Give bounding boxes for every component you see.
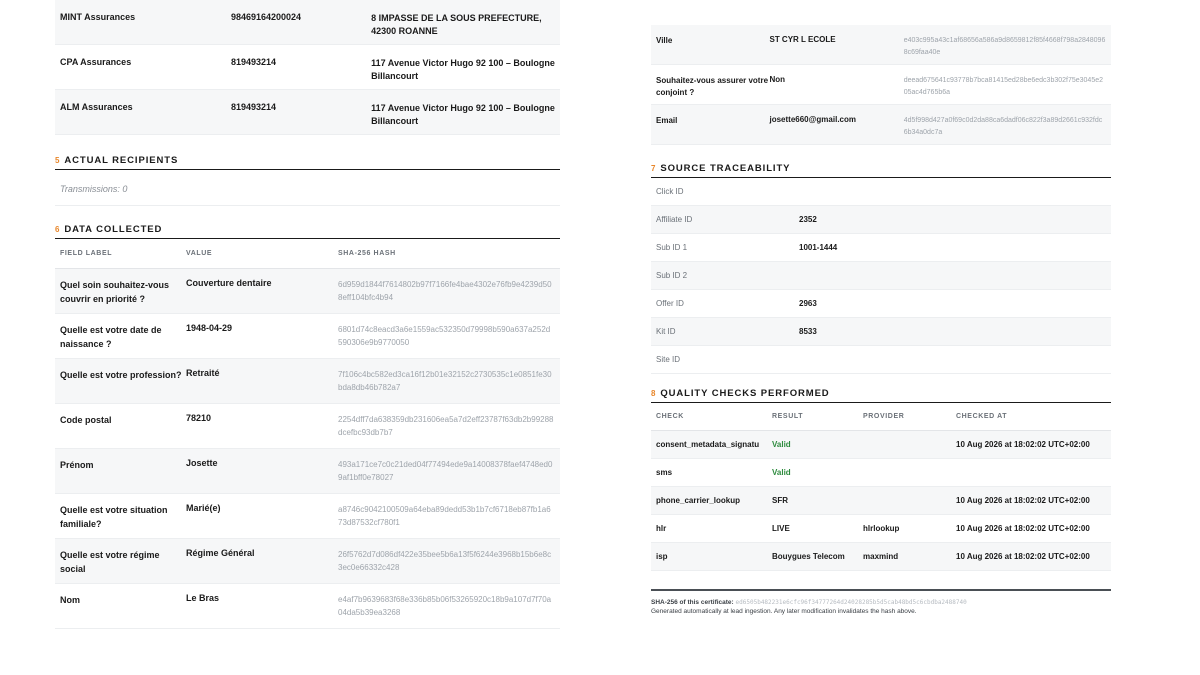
check-result: SFR [772, 496, 788, 505]
section-number: 6 [55, 225, 61, 234]
column-header-provider: PROVIDER [863, 413, 905, 420]
table-row [651, 290, 1111, 318]
field-hash: 7f106c4bc582ed3ca16f12b01e32152c2730535c1e0851fe30bda8db46b782a7 [338, 370, 552, 392]
column-header-hash: SHA-256 HASH [338, 250, 396, 257]
insurer-address: 8 IMPASSE DE LA SOUS PREFECTURE, 42300 ROANNE [371, 13, 542, 36]
trace-label: Kit ID [656, 327, 676, 336]
field-value: Retraité [186, 368, 220, 378]
field-value: Josette [186, 458, 218, 468]
check-result: Valid [772, 468, 791, 477]
trace-label: Sub ID 1 [656, 243, 688, 252]
certificate-label: SHA-256 of this certificate: [651, 599, 734, 606]
field-hash: 6d959d1844f7614802b97f7166fe4bae4302e76fb9e4239d508eff104bfc4b94 [338, 280, 552, 302]
check-provider: hlrlookup [863, 524, 900, 533]
certificate-hash: ed6505b482231e6cfc96f34777264d24028285b5d5cab48bd5c6cbdba2488740 [735, 599, 967, 606]
field-hash: 26f5762d7d086df422e35bee5b6a13f5f6244e3968b15b6e8c3ec0e66332c428 [338, 550, 552, 572]
field-value: Couverture dentaire [186, 278, 272, 288]
trace-label: Affiliate ID [656, 215, 693, 224]
table-row [651, 25, 1111, 65]
section-number: 5 [55, 156, 61, 165]
field-hash: e4af7b9639683f68e336b85b06f53265920c18b9a107d7f70a04da5b39ea3268 [338, 595, 552, 617]
section-number: 8 [651, 389, 657, 398]
field-label: Quelle est votre situation familiale? [60, 505, 168, 529]
quality-checks-heading [651, 388, 1111, 403]
table-row [55, 584, 560, 629]
field-label: Quel soin souhaitez-vous couvrir en priorité ? [60, 280, 170, 304]
insurer-address: 117 Avenue Victor Hugo 92 100 – Boulogne Billancourt [371, 58, 555, 81]
field-label: Quelle est votre régime social [60, 550, 160, 574]
check-name: phone_carrier_lookup [656, 496, 741, 505]
field-value: Marié(e) [186, 503, 221, 513]
field-hash: 4d5f998d427a0f69c0d2da88ca6dadf06c822f3a89d2661c932fdc6b34a0dc7a [903, 117, 1103, 136]
trace-value: 2963 [799, 299, 817, 308]
trace-value: 8533 [799, 327, 817, 336]
trace-label: Site ID [656, 355, 681, 364]
data-collected-header [55, 239, 560, 269]
table-row [55, 449, 560, 494]
section-title: DATA COLLECTED [64, 224, 163, 235]
field-value: 78210 [186, 413, 212, 423]
table-row [55, 269, 560, 314]
check-time: 10 Aug 2026 at 18:02:02 UTC+02:00 [956, 496, 1090, 505]
table-row [651, 515, 1111, 543]
insurer-address: 117 Avenue Victor Hugo 92 100 – Boulogne Billancourt [371, 103, 555, 126]
insurer-row [55, 0, 560, 45]
table-row [55, 539, 560, 584]
table-row [651, 206, 1111, 234]
column-header-field-label: FIELD LABEL [60, 250, 113, 257]
field-hash: e403c995a43c1af68656a586a9d8659812f85f4668f798a28480968c69faa40e [903, 37, 1106, 56]
field-label: Nom [60, 595, 80, 605]
column-header-result: RESULT [772, 413, 804, 420]
trace-label: Sub ID 2 [656, 271, 688, 280]
data-collected-heading [55, 224, 560, 239]
actual-recipients-heading [55, 155, 560, 170]
field-label: Quelle est votre profession? [60, 370, 182, 380]
table-row [651, 178, 1111, 206]
insurer-name: CPA Assurances [60, 57, 132, 67]
trace-value: 2352 [799, 215, 817, 224]
field-value: Le Bras [186, 593, 220, 603]
table-row [651, 459, 1111, 487]
table-row [55, 314, 560, 359]
check-time: 10 Aug 2026 at 18:02:02 UTC+02:00 [956, 440, 1090, 449]
left-column [55, 0, 560, 629]
certificate-footer [651, 589, 1111, 616]
field-label: Quelle est votre date de naissance ? [60, 325, 162, 349]
transmissions-count: Transmissions: 0 [55, 170, 560, 206]
field-label: Souhaitez-vous assurer votre conjoint ? [656, 76, 769, 97]
field-hash: 6801d74c8eacd3a6e1559ac532350d79998b590a637a252d590306e9b9770050 [338, 325, 551, 347]
field-hash: a8746c9042100509a64eba89dedd53b1b7cf6718eb87fb1a673d87532cf780f1 [338, 505, 551, 527]
source-traceability-table [651, 178, 1111, 374]
insurer-name: ALM Assurances [60, 102, 133, 112]
insurers-table [55, 0, 560, 135]
table-row [651, 431, 1111, 459]
field-label: Ville [656, 36, 673, 45]
table-row [651, 262, 1111, 290]
certificate-hash-line [651, 598, 1111, 607]
check-result: LIVE [772, 524, 790, 533]
check-result: Valid [772, 440, 791, 449]
right-column [651, 25, 1111, 616]
field-value: ST CYR L ECOLE [769, 35, 836, 44]
field-value: Régime Général [186, 548, 255, 558]
field-value: josette660@gmail.com [769, 115, 856, 124]
check-name: sms [656, 468, 673, 477]
section-title: SOURCE TRACEABILITY [660, 163, 791, 174]
field-label: Prénom [60, 460, 94, 470]
quality-checks-table [651, 431, 1111, 571]
insurer-id: 98469164200024 [230, 12, 302, 22]
check-time: 10 Aug 2026 at 18:02:02 UTC+02:00 [956, 552, 1090, 561]
source-traceability-heading [651, 163, 1111, 178]
field-hash: 493a171ce7c0c21ded04f77494ede9a14008378faef4748ed09af1bff0e78027 [338, 460, 553, 482]
section-title: ACTUAL RECIPIENTS [64, 155, 179, 166]
section-title: QUALITY CHECKS PERFORMED [660, 388, 830, 399]
check-time: 10 Aug 2026 at 18:02:02 UTC+02:00 [956, 524, 1090, 533]
data-collected-table [55, 269, 560, 629]
table-row [55, 494, 560, 539]
column-header-checked-at: CHECKED AT [956, 413, 1008, 420]
certificate-note: Generated automatically at lead ingestion. Any later modification invalidates the hash above. [651, 608, 917, 615]
trace-label: Offer ID [656, 299, 684, 308]
check-name: isp [656, 552, 668, 561]
table-row [651, 487, 1111, 515]
quality-checks-header [651, 403, 1111, 431]
field-hash: 2254dff7da638359db231606ea5a7d2eff23787f63db2b99288dcefbc93db7b7 [338, 415, 554, 437]
table-row [651, 65, 1111, 105]
table-row [651, 346, 1111, 374]
insurer-id: 819493214 [230, 57, 277, 67]
insurer-row [55, 45, 560, 90]
table-row [55, 359, 560, 404]
field-hash: deead675641c93778b7bca81415ed28be6edc3b302f75e3045e205ac4d765b6a [903, 77, 1103, 96]
table-row [651, 318, 1111, 346]
field-value: 1948-04-29 [186, 323, 233, 333]
trace-label: Click ID [656, 187, 684, 196]
trace-value: 1001-1444 [799, 243, 838, 252]
section-number: 7 [651, 164, 657, 173]
column-header-check: CHECK [656, 413, 684, 420]
data-collected-continued-table [651, 25, 1111, 145]
check-provider: maxmind [863, 552, 899, 561]
field-value: Non [769, 75, 786, 84]
table-row [651, 543, 1111, 571]
field-label: Code postal [60, 415, 112, 425]
table-row [651, 234, 1111, 262]
insurer-row [55, 90, 560, 135]
check-name: consent_metadata_signatu [656, 440, 760, 449]
field-label: Email [656, 116, 678, 125]
table-row [651, 105, 1111, 145]
column-header-value: VALUE [186, 250, 213, 257]
insurer-name: MINT Assurances [60, 12, 136, 22]
check-result: Bouygues Telecom [772, 552, 845, 561]
table-row [55, 404, 560, 449]
insurer-id: 819493214 [230, 102, 277, 112]
check-name: hlr [656, 524, 667, 533]
